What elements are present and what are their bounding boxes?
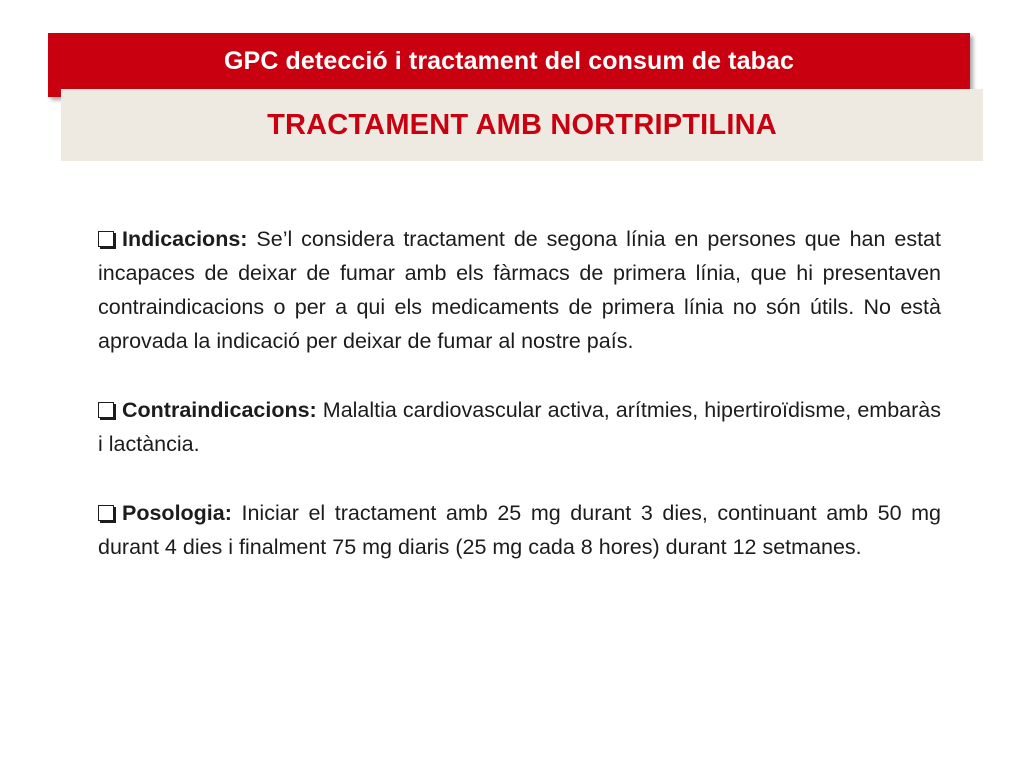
slide-title: GPC detecció i tractament del consum de tabac [224,47,794,75]
title-banner [48,33,970,97]
checkbox-bullet-icon [98,402,114,418]
checkbox-bullet-icon [98,505,114,521]
subtitle-banner [61,89,983,161]
item-text: Se’l considera tractament de segona línia en persones que han estat incapaces de deixar de fumar amb els fàrmacs de primera línia, que hi presentaven contraindicacions o per a qui els medicaments de primera línia no són útils. No està aprovada la indicació per deixar de fumar al nostre país. [98,227,941,353]
item-text: Malaltia cardiovascular activa, arítmies, hipertiroïdisme, embaràs i lactància. [98,398,941,456]
item-text: Iniciar el tractament amb 25 mg durant 3 dies, continuant amb 50 mg durant 4 dies i finalment 75 mg diaris (25 mg cada 8 hores) durant 12 setmanes. [98,501,941,559]
list-item-indicacions [98,222,941,358]
checkbox-bullet-icon [98,231,114,247]
list-item-contraindicacions [98,393,941,461]
slide-content [98,222,941,599]
item-label: Indicacions: [122,227,248,251]
slide-subtitle: TRACTAMENT AMB NORTRIPTILINA [267,109,777,141]
list-item-posologia [98,496,941,564]
item-label: Posologia: [122,501,232,525]
item-label: Contraindicacions: [122,398,317,422]
